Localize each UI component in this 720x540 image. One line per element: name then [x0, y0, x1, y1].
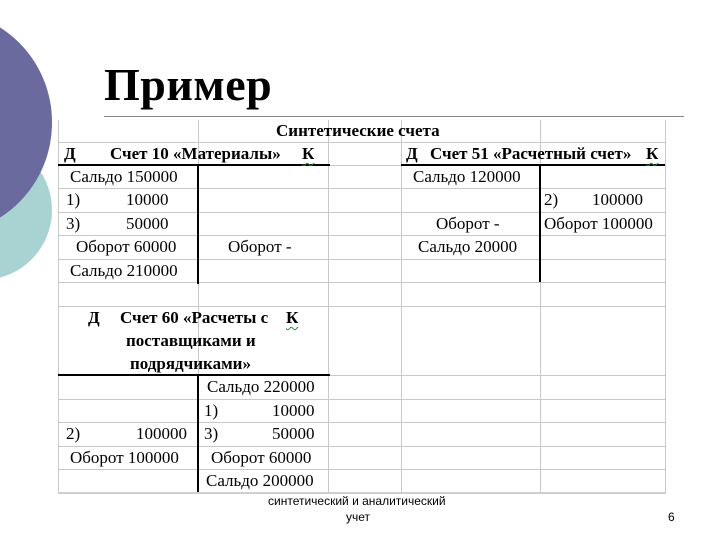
title-divider [104, 116, 684, 117]
acc10-entry1-num: 1) [66, 190, 81, 209]
acc60-credit-turnover: Оборот 60000 [211, 448, 312, 467]
spreadsheet-area [58, 120, 666, 494]
acc10-entry3-num: 3) [66, 214, 81, 233]
acc51-title: Счет 51 «Расчетный счет» [430, 144, 632, 163]
acc10-opening-balance: Сальдо 150000 [70, 167, 178, 186]
acc10-debit-label: Д [64, 144, 76, 163]
acc60-debit-label: Д [88, 308, 100, 327]
acc51-entry2-num: 2) [544, 190, 559, 209]
t-account-60-divider [197, 374, 199, 492]
footer-text-line2: учет [346, 510, 371, 524]
t-account-51-divider [539, 164, 541, 282]
t-account-51-line [401, 164, 665, 166]
acc60-entry2-amount: 100000 [136, 424, 187, 443]
footer-text-line1: синтетический и аналитический [268, 494, 446, 508]
acc60-entry3-amount: 50000 [272, 424, 315, 443]
acc60-title-line3: подрядчиками» [130, 354, 251, 373]
acc51-credit-label: К [646, 144, 659, 163]
acc60-entry3-num: 3) [204, 424, 219, 443]
acc60-entry1-amount: 10000 [272, 401, 315, 420]
page-number: 6 [668, 510, 675, 524]
t-account-60-line [58, 374, 330, 376]
t-account-10-line [58, 164, 330, 166]
acc51-opening-balance: Сальдо 120000 [413, 167, 521, 186]
acc10-debit-turnover: Оборот 60000 [76, 237, 177, 256]
acc60-debit-turnover: Оборот 100000 [70, 448, 179, 467]
acc10-entry3-amount: 50000 [126, 214, 169, 233]
acc60-opening-balance: Сальдо 220000 [207, 377, 315, 396]
acc10-credit-turnover: Оборот - [228, 237, 292, 256]
acc51-credit-turnover: Оборот 100000 [544, 214, 653, 233]
t-account-10-divider [197, 164, 199, 284]
acc10-credit-label: К [302, 144, 315, 163]
acc60-title-line1: Счет 60 «Расчеты с [120, 308, 269, 327]
acc51-entry2-amount: 100000 [592, 190, 643, 209]
acc10-entry1-amount: 10000 [126, 190, 169, 209]
slide-title: Пример [104, 59, 273, 110]
acc60-title-line2: поставщиками и [126, 331, 256, 350]
acc60-entry1-num: 1) [204, 401, 219, 420]
acc51-debit-turnover: Оборот - [436, 214, 500, 233]
acc60-entry2-num: 2) [66, 424, 81, 443]
acc60-credit-label: К [286, 308, 299, 327]
acc10-closing-balance: Сальдо 210000 [70, 261, 178, 280]
acc51-closing-balance: Сальдо 20000 [418, 237, 518, 256]
acc51-debit-label: Д [406, 144, 418, 163]
sheet-header: Синтетические счета [276, 121, 440, 140]
acc60-closing-balance: Сальдо 200000 [206, 471, 314, 490]
acc10-title: Счет 10 «Материалы» [110, 144, 281, 163]
